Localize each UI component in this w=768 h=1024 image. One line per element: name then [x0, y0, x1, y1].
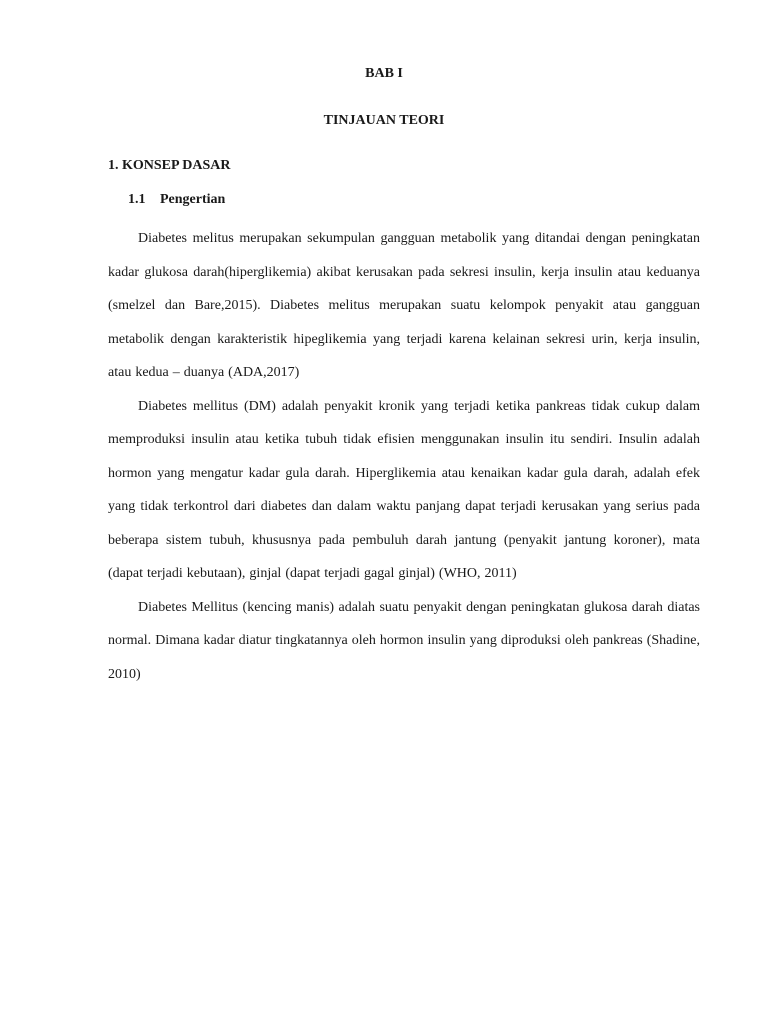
paragraph: Diabetes mellitus (DM) adalah penyakit kronik yang terjadi ketika pankreas tidak cukup dalam memproduksi insulin atau ketika tubuh tidak efisien menggunakan insulin itu sendiri. Insulin adalah hormon yang mengatur kadar gula darah. Hiperglikemia atau kenaikan kadar gula darah, adalah efek yang tidak terkontrol dari diabetes dan dalam waktu panjang dapat terjadi kerusakan yang serius pada beberapa sistem tubuh, khususnya pada pembuluh darah jantung (penyakit jantung koroner), mata (dapat terjadi kebutaan), ginjal (dapat terjadi gagal ginjal) (WHO, 2011)	[108, 398, 700, 581]
section-heading: 1. KONSEP DASAR	[108, 158, 231, 173]
subsection-heading	[128, 192, 225, 208]
paragraph: Diabetes Mellitus (kencing manis) adalah suatu penyakit dengan peningkatan glukosa darah diatas normal. Dimana kadar diatur tingkatannya oleh hormon insulin yang diproduksi oleh pankreas (Shadine, 2010)	[108, 599, 700, 682]
chapter-number: BAB I	[365, 66, 403, 81]
chapter-title: TINJAUAN TEORI	[323, 113, 445, 128]
subsection-number: 1.1	[128, 192, 146, 207]
body-text	[108, 222, 700, 691]
subsection-title: Pengertian	[160, 192, 226, 207]
paragraph: Diabetes melitus merupakan sekumpulan gangguan metabolik yang ditandai dengan peningkatan kadar glukosa darah(hiperglikemia) akibat kerusakan pada sekresi insulin, kerja insulin atau keduanya (smelzel dan Bare,2015). Diabetes melitus merupakan suatu kelompok penyakit atau gangguan metabolik dengan karakteristik hipeglikemia yang terjadi karena kelainan sekresi urin, kerja insulin, atau kedua – duanya (ADA,2017)	[108, 231, 700, 380]
